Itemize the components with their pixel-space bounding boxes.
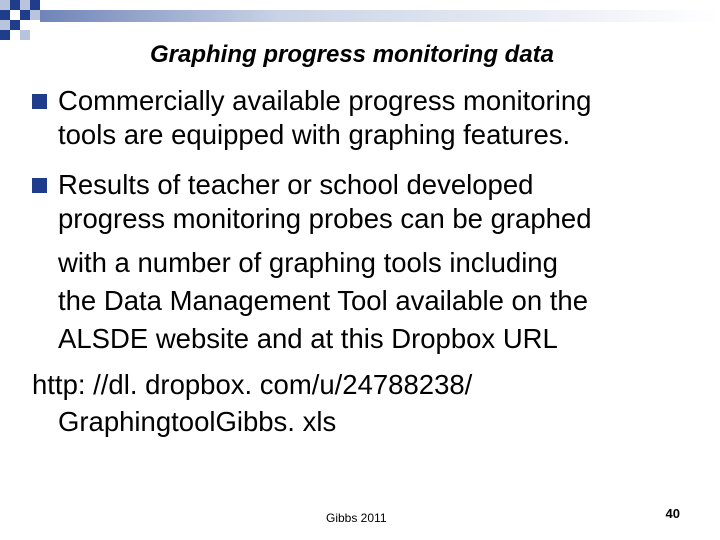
footer-text: Gibbs 2011	[326, 511, 387, 525]
header-decoration	[0, 0, 720, 40]
square-bullet-icon	[32, 178, 47, 193]
bullet-line: with a number of graphing tools including	[58, 247, 558, 278]
bullet-line: progress monitoring probes can be graphed	[58, 203, 592, 234]
bullet-line: Results of teacher or school developed	[58, 169, 534, 200]
dropbox-url-line-2: GraphingtoolGibbs. xls	[58, 406, 337, 437]
bullet-line: Commercially available progress monitoring	[58, 85, 592, 116]
slide-title: Graphing progress monitoring data	[149, 41, 555, 68]
dropbox-url-line-1: http: //dl. dropbox. com/u/24788238/	[32, 369, 473, 400]
bullet-line: the Data Management Tool available on the	[58, 285, 588, 316]
square-bullet-icon	[32, 94, 47, 109]
bullet-line: tools are equipped with graphing features.	[58, 119, 571, 150]
bullet-line: ALSDE website and at this Dropbox URL	[58, 323, 558, 354]
page-number: 40	[665, 506, 680, 521]
